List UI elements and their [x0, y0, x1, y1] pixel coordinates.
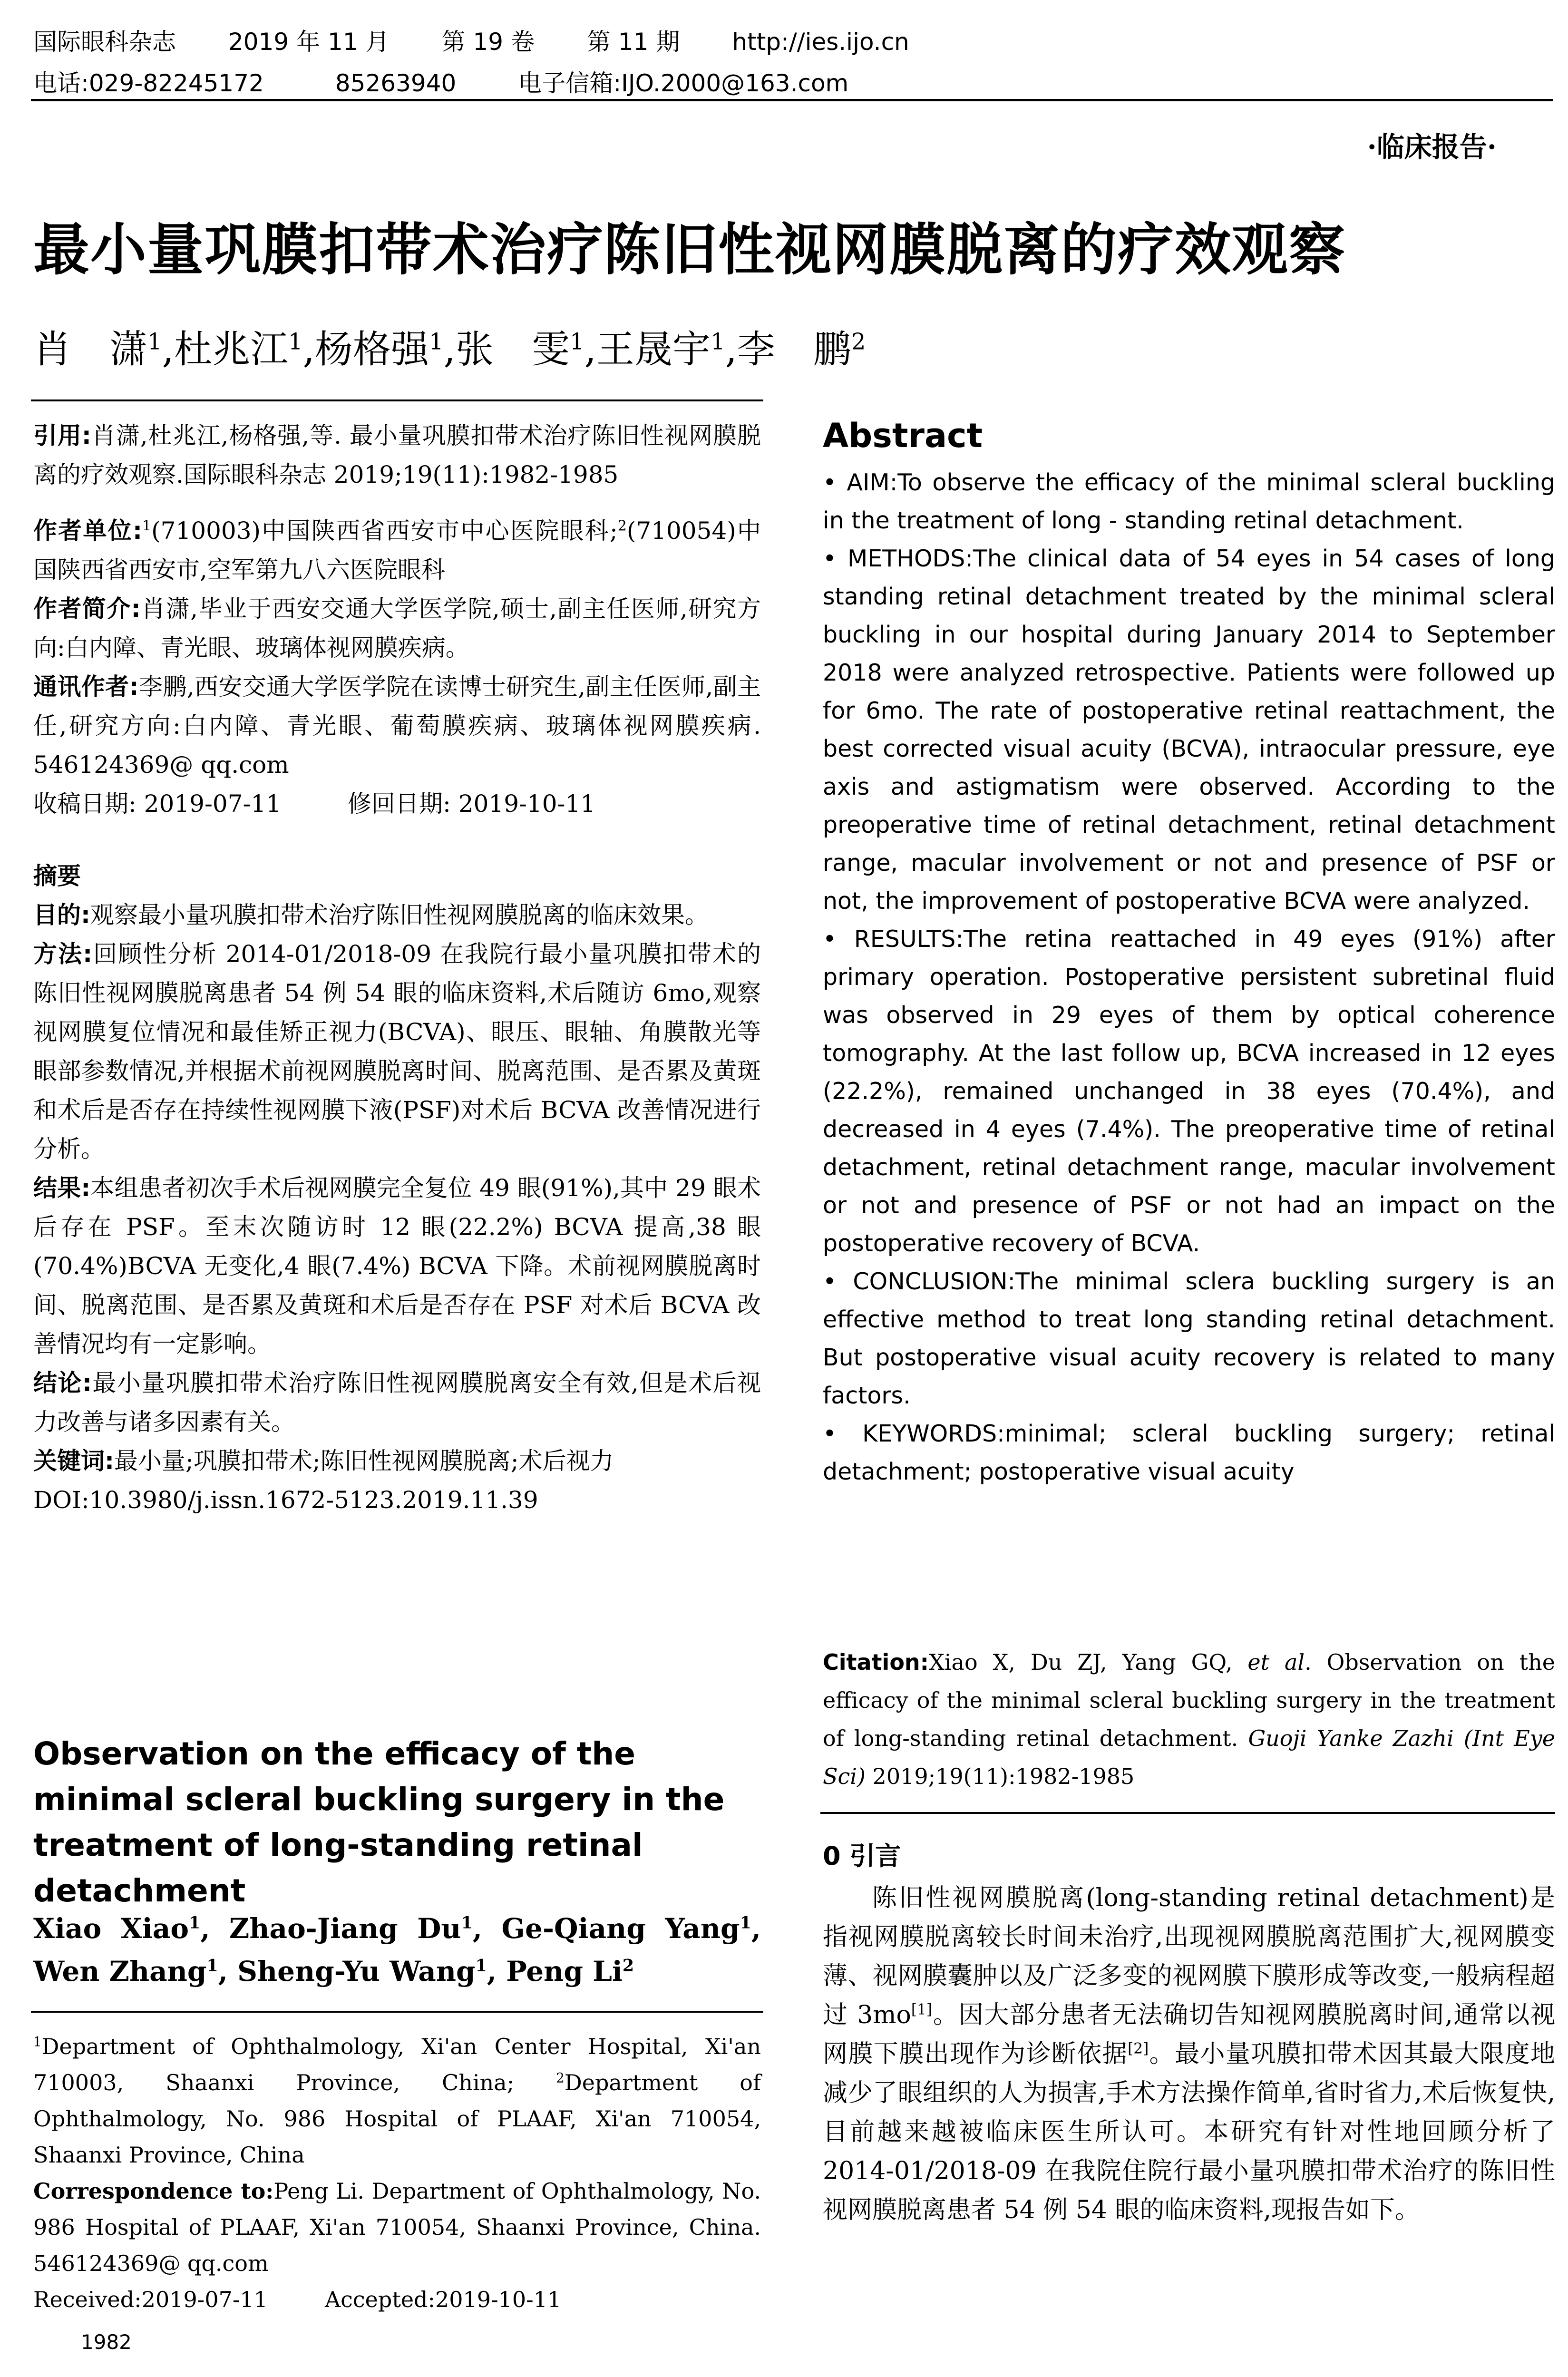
journal-url[interactable]: http://ies.ijo.cn — [732, 28, 909, 56]
author-cn: 王晟宇$^1$ — [596, 327, 725, 371]
intro-paragraph: 陈旧性视网膜脱离(long-standing retinal detachment)是指视网膜脱离较长时间未治疗,出现视网膜脱离范围扩大,视网膜变薄、视网膜囊肿以及广泛多变的视网膜下膜形成等改变,一般病程超过 3mo[1]。因大部分患者无法确切告知视网膜脱离时间,通常以视网膜下膜出现作为诊断依据[2]。最小量巩膜扣带术因其最大限度地减少了眼组织的人为损害,手术方法操作简单,省时省力,术后恢复快,目前越来越被临床医生所认可。本研究有针对性地回顾分析了 2014-01/2018-09 在我院住院行最小量巩膜扣带术治疗的陈旧性视网膜脱离患者 54 例 54 眼的临床资料,现报告如下。 — [823, 1884, 1556, 2224]
running-header-line1 — [33, 23, 962, 57]
citation-en: Citation:Xiao X, Du ZJ, Yang GQ, et al. Observation on the efficacy of the minimal scleral buckling surgery in the treatment of long-standing retinal detachment. Guoji Yanke Zazhi (Int Eye Sci) 2019;19(11):1982-1985 — [823, 1649, 1555, 1789]
corresponding-author-cn: 通讯作者:李鹏,西安交通大学医学院在读博士研究生,副主任医师,副主任,研究方向:白内障、青光眼、葡萄膜疾病、玻璃体视网膜疾病. 546124369@ qq.com — [33, 673, 761, 779]
section-tag: ·临床报告· — [1367, 131, 1497, 163]
issue-date: 2019 年 11 月 — [228, 28, 390, 56]
dates-cn: 收稿日期: 2019-07-11 修回日期: 2019-10-11 — [33, 790, 596, 818]
running-header-line2 — [33, 64, 848, 98]
abstract-title-en: Abstract — [823, 416, 983, 455]
article-title-en: Observation on the efficacy of the minimal scleral buckling surgery in the treatment of long-standing retinal detachment — [33, 1735, 725, 1909]
author-cn: 杜兆江$^1$ — [174, 327, 303, 371]
results-en: • RESULTS:The retina reattached in 49 eyes (91%) after primary operation. Postoperative persistent subretinal fluid was observed in 29 eyes of them by optical coherence tomography. At the last follow up, BCVA increased in 12 eyes (22.2%), remained unchanged in 38 eyes (70.4%), and decreased in 4 eyes (7.4%). The preoperative time of retinal detachment, retinal detachment range, macular involvement or not and presence of PSF or not had an impact on the postoperative recovery of BCVA. — [823, 925, 1555, 1257]
intro-heading: 0 引言 — [823, 1841, 901, 1871]
aim-cn: 目的:观察最小量巩膜扣带术治疗陈旧性视网膜脱离的临床效果。 — [33, 901, 709, 929]
author-cn: 张 雯$^1$ — [455, 327, 584, 371]
keywords-cn: 关键词:最小量;巩膜扣带术;陈旧性视网膜脱离;术后视力 — [33, 1447, 614, 1475]
correspondence-en: Correspondence to:Peng Li. Department of Ophthalmology, No. 986 Hospital of PLAAF, Xi'an 710054, Shaanxi Province, China. 546124369@ qq.com — [33, 2178, 761, 2276]
doi[interactable]: DOI:10.3980/j.issn.1672-5123.2019.11.39 — [33, 1486, 538, 1514]
journal-name: 国际眼科杂志 — [33, 28, 176, 56]
phone2: 85263940 — [335, 69, 457, 97]
author-bio: 作者简介:肖潇,毕业于西安交通大学医学院,硕士,副主任医师,研究方向:白内障、青光眼、玻璃体视网膜疾病。 — [33, 595, 761, 662]
authors-cn: 肖 潇$^1$,杜兆江$^1$,杨格强$^1$,张 雯$^1$,王晟宇$^1$,李 鹏$^2$ — [33, 327, 866, 371]
conclusion-cn: 结论:最小量巩膜扣带术治疗陈旧性视网膜脱离安全有效,但是术后视力改善与诸多因素有关。 — [33, 1369, 761, 1436]
dates-en: Received:2019-07-11 Accepted:2019-10-11 — [33, 2287, 562, 2312]
aim-en: • AIM:To observe the efficacy of the minimal scleral buckling in the treatment of long - standing retinal detachment. — [823, 469, 1555, 534]
right-column-rule — [820, 1812, 1555, 1814]
conclusion-en: • CONCLUSION:The minimal sclera buckling surgery is an effective method to treat long standing retinal detachment. But postoperative visual acuity recovery is related to many factors. — [823, 1268, 1555, 1409]
keywords-en: • KEYWORDS:minimal; scleral buckling surgery; retinal detachment; postoperative visual acuity — [823, 1420, 1555, 1485]
abstract-heading-cn: 摘要 — [33, 862, 81, 890]
issue-number: 第 11 期 — [586, 28, 680, 56]
volume: 第 19 卷 — [441, 28, 535, 56]
methods-en: • METHODS:The clinical data of 54 eyes in 54 cases of long standing retinal detachment treated by the minimal scleral buckling in our hospital during January 2014 to September 2018 were analyzed retrospective. Patients were followed up for 6mo. The rate of postoperative retinal reattachment, the best corrected visual acuity (BCVA), intraocular pressure, eye axis and astigmatism were observed. According to the preoperative time of retinal detachment, retinal detachment range, macular involvement or not and presence of PSF or not, the improvement of postoperative BCVA were analyzed. — [823, 545, 1555, 915]
authors-en: Xiao Xiao$^1$, Zhao-Jiang Du$^1$, Ge-Qiang Yang$^1$, Wen Zhang$^1$, Sheng-Yu Wang$^1$, Peng Li$^2$ — [33, 1912, 761, 1987]
author-cn: 李 鹏$^2$ — [737, 327, 866, 371]
citation-cn: 引用:肖潇,杜兆江,杨格强,等. 最小量巩膜扣带术治疗陈旧性视网膜脱离的疗效观察.国际眼科杂志 2019;19(11):1982-1985 — [33, 422, 761, 488]
page-number: 1982 — [81, 2330, 132, 2354]
email[interactable]: 电子信箱:IJO.2000@163.com — [518, 69, 849, 97]
left-column — [33, 416, 761, 1520]
left-column-top-rule — [31, 399, 763, 401]
affiliations-en — [33, 2028, 761, 2318]
affiliation-cn: 作者单位:$^1$(710003)中国陕西省西安市中心医院眼科;$^2$(710054)中国陕西省西安市,空军第九八六医院眼科 — [33, 517, 761, 584]
department-en: $^1$Department of Ophthalmology, Xi'an Center Hospital, Xi'an 710003, Shaanxi Province, China; $^2$Department of Ophthalmology, No. 986 Hospital of PLAAF, Xi'an 710054, Shaanxi Province, China — [33, 2034, 761, 2168]
methods-cn: 方法:回顾性分析 2014-01/2018-09 在我院行最小量巩膜扣带术的陈旧性视网膜脱离患者 54 例 54 眼的临床资料,术后随访 6mo,观察视网膜复位情况和最佳矫正视力(BCVA)、眼压、眼轴、角膜散光等眼部参数情况,并根据术前视网膜脱离时间、脱离范围、是否累及黄斑和术后是否存在持续性视网膜下液(PSF)对术后 BCVA 改善情况进行分析。 — [33, 940, 761, 1163]
phone: 电话:029-82245172 — [33, 69, 264, 97]
abstract-en — [823, 464, 1555, 1491]
results-cn: 结果:本组患者初次手术后视网膜完全复位 49 眼(91%),其中 29 眼术后存在 PSF。至末次随访时 12 眼(22.2%) BCVA 提高,38 眼(70.4%)BCVA 无变化,4 眼(7.4%) BCVA 下降。术前视网膜脱离时间、脱离范围、是否累及黄斑和术后是否存在 PSF 对术后 BCVA 改善情况均有一定影响。 — [33, 1174, 761, 1358]
author-cn: 肖 潇$^1$ — [33, 327, 162, 371]
author-cn: 杨格强$^1$ — [314, 327, 444, 371]
article-title-cn: 最小量巩膜扣带术治疗陈旧性视网膜脱离的疗效观察 — [33, 217, 1346, 283]
header-rule — [31, 99, 1553, 101]
left-column-mid-rule — [31, 2011, 763, 2013]
